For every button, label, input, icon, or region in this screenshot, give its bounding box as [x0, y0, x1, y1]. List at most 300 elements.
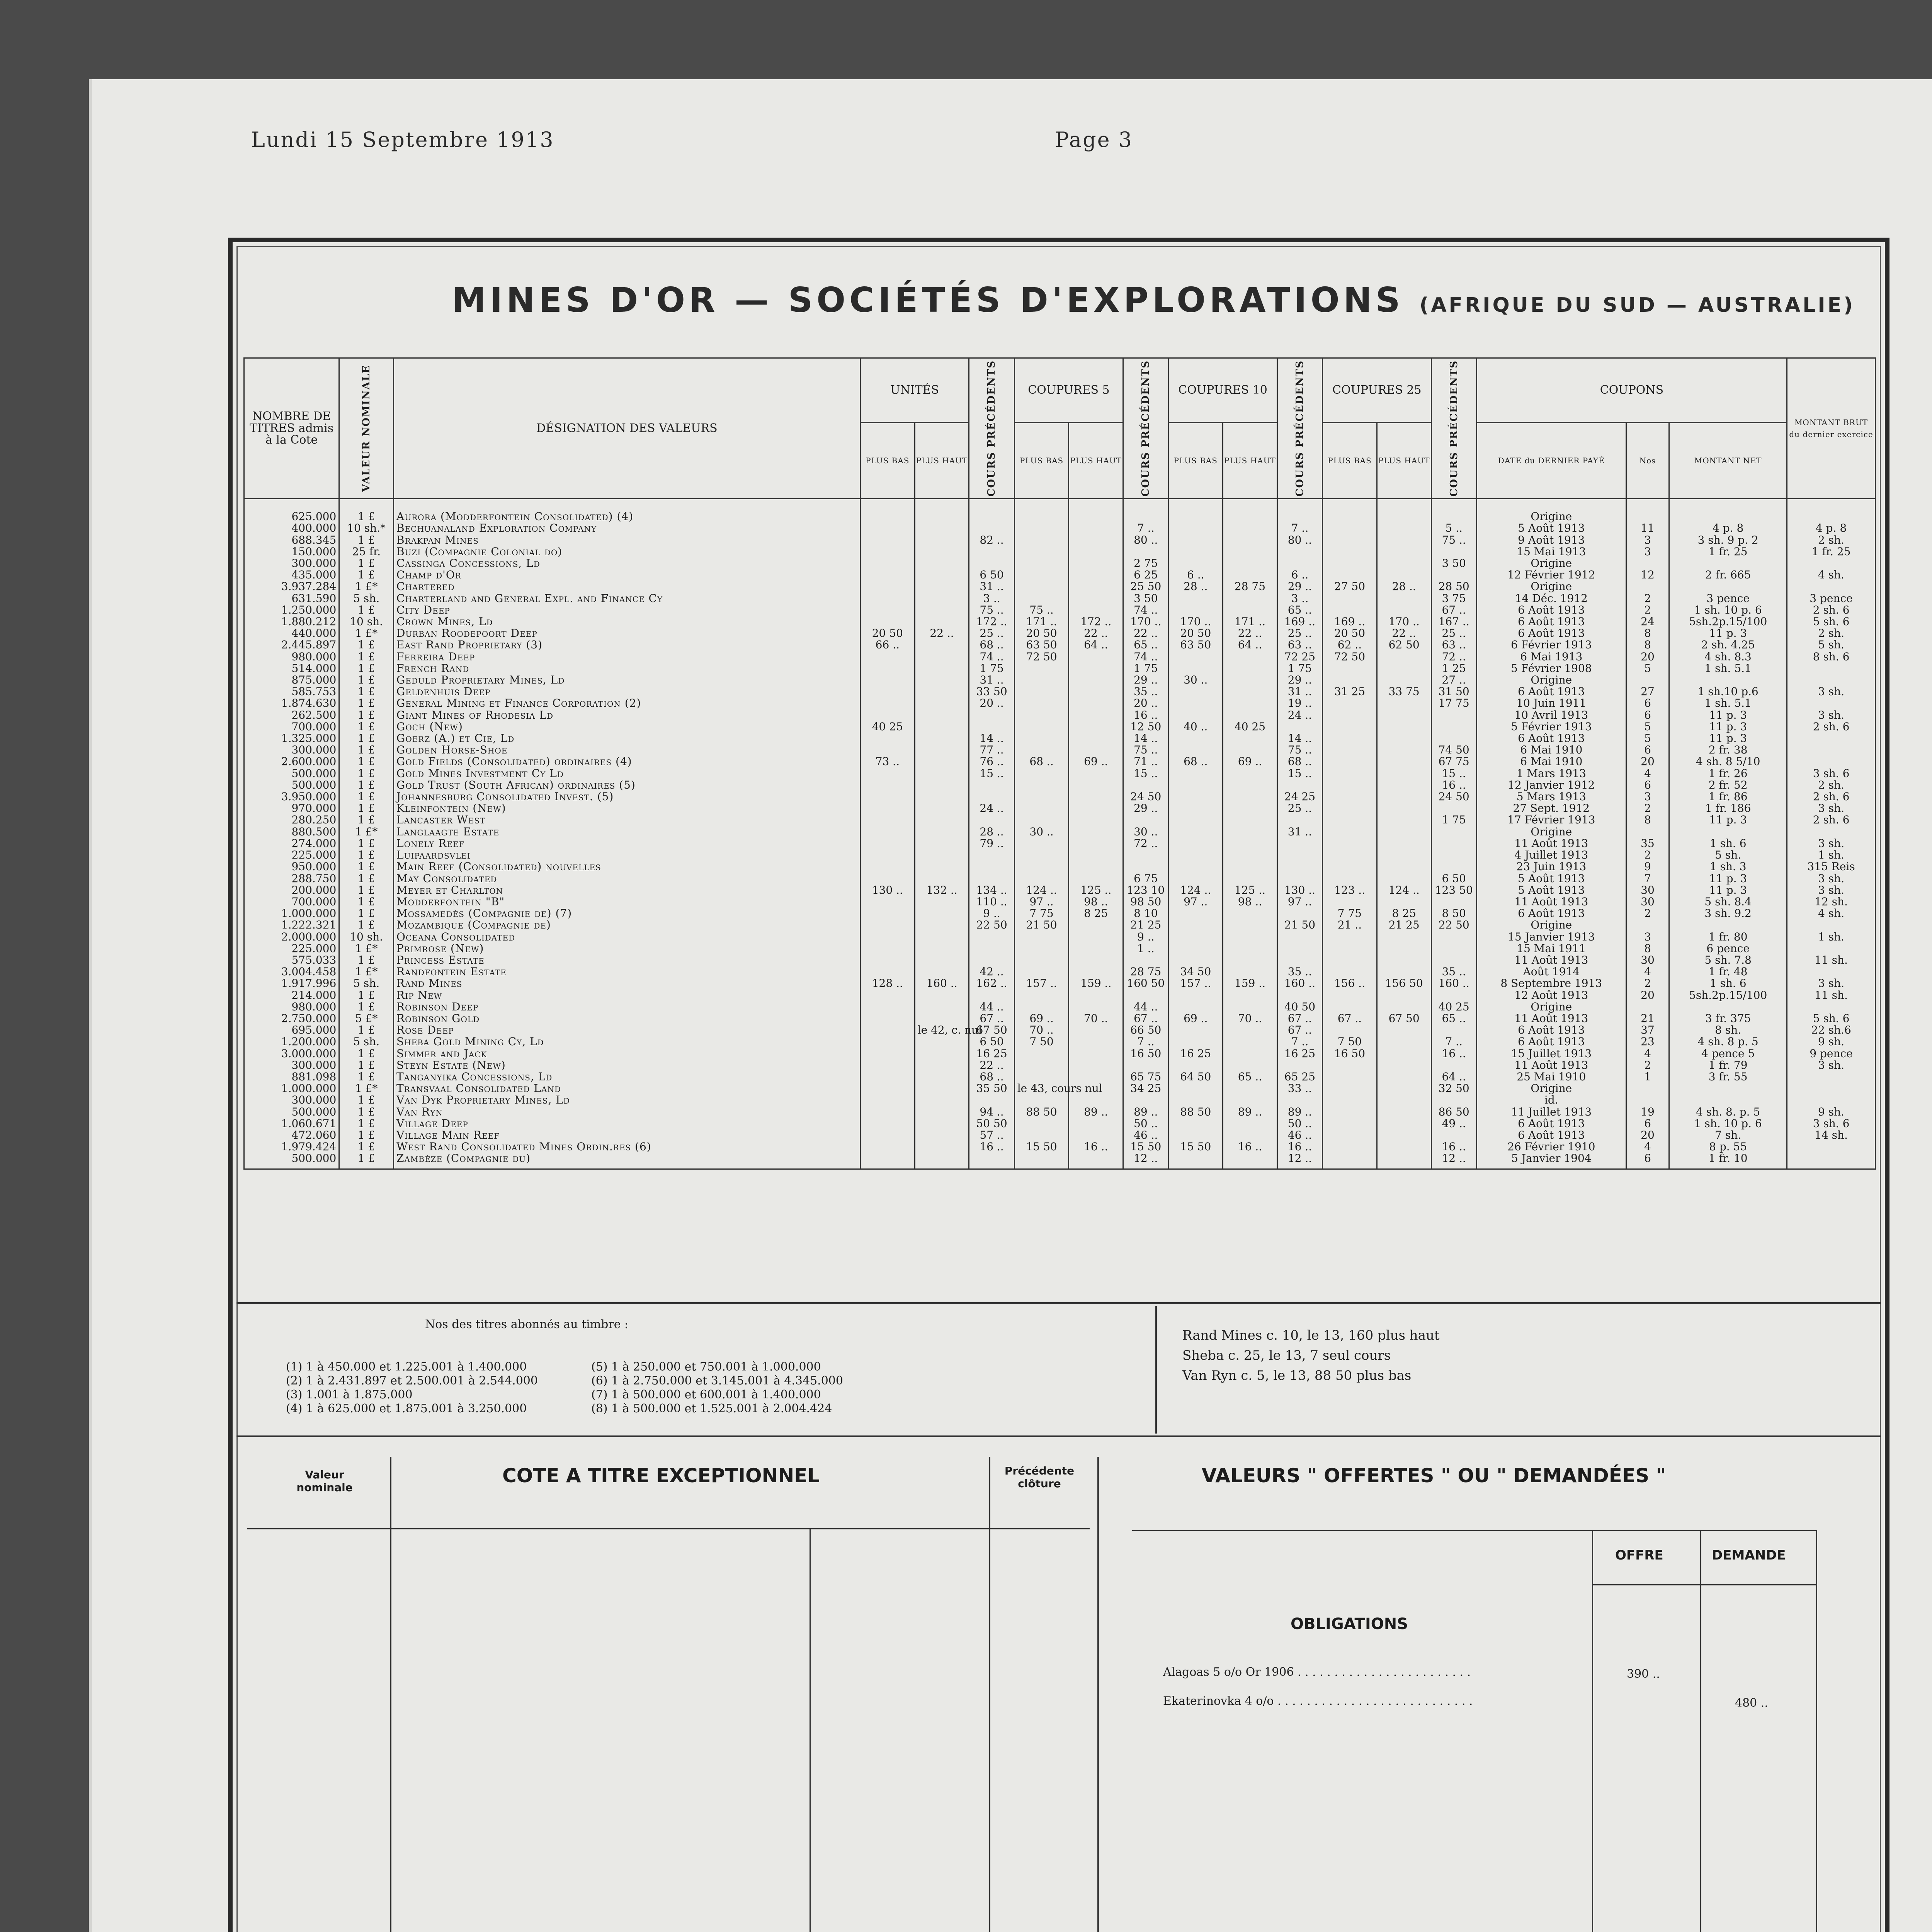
mine-cell-uc	[969, 861, 1014, 872]
mine-cell-n: 500.000	[244, 1106, 339, 1118]
mine-cell-c25c	[1431, 499, 1476, 523]
mine-cell-c25h: 170 ..	[1377, 616, 1431, 628]
mine-cell-date: Origine	[1476, 499, 1626, 523]
mine-cell-uc: 57 ..	[969, 1129, 1014, 1141]
mine-cell-c25b	[1323, 931, 1377, 943]
mine-cell-uh: 22 ..	[915, 628, 969, 639]
mine-cell-no	[1626, 499, 1669, 523]
mine-cell-ub	[860, 522, 915, 534]
mine-cell-name: Johannesburg Consolidated Invest. (5)	[394, 791, 861, 803]
mine-cell-uh	[915, 990, 969, 1001]
mine-cell-uc: 94 ..	[969, 1106, 1014, 1118]
mine-cell-v: 1 £	[339, 1071, 394, 1083]
mine-row	[244, 686, 1876, 697]
mine-cell-uc: 67 ..	[969, 1013, 1014, 1024]
mine-cell-c10c: 46 ..	[1277, 1129, 1322, 1141]
mine-row	[244, 593, 1876, 604]
mine-cell-n: 980.000	[244, 651, 339, 663]
mine-cell-brut	[1787, 499, 1876, 523]
mine-cell-c10b	[1168, 1153, 1223, 1169]
mine-cell-no: 2	[1626, 1060, 1669, 1071]
timbre-line: (2) 1 à 2.431.897 et 2.500.001 à 2.544.000	[286, 1374, 538, 1388]
mine-cell-name: French Rand	[394, 663, 861, 674]
mine-cell-c10b: 63 50	[1168, 639, 1223, 651]
mine-cell-net: 2 fr. 52	[1669, 779, 1787, 791]
mine-cell-n: 2.000.000	[244, 931, 339, 943]
mine-cell-uc	[969, 954, 1014, 966]
mine-cell-c10c	[1277, 721, 1322, 733]
mine-cell-c5b	[1014, 1048, 1069, 1060]
mine-cell-c5h	[1069, 546, 1123, 558]
mine-cell-net: 3 fr. 375	[1669, 1013, 1787, 1024]
mine-cell-c5h	[1069, 1048, 1123, 1060]
mine-cell-c10h	[1223, 931, 1277, 943]
mine-cell-c5b	[1014, 1060, 1069, 1071]
mine-cell-uh	[915, 1048, 969, 1060]
mine-cell-ub	[860, 1118, 915, 1129]
mine-cell-date: 14 Déc. 1912	[1476, 593, 1626, 604]
mine-cell-c25c: 24 50	[1431, 791, 1476, 803]
mine-cell-c10h	[1223, 546, 1277, 558]
mine-cell-c25h	[1377, 954, 1431, 966]
mine-cell-net: 1 sh. 6	[1669, 978, 1787, 989]
mine-cell-v: 1 £	[339, 908, 394, 919]
mine-cell-no: 5	[1626, 721, 1669, 733]
offertes-title: VALEURS " OFFERTES " OU " DEMANDÉES "	[1202, 1464, 1666, 1487]
mine-cell-c10c: 67 ..	[1277, 1013, 1322, 1024]
mine-cell-ub	[860, 954, 915, 966]
mine-cell-date: 6 Mai 1913	[1476, 651, 1626, 663]
mine-cell-net	[1669, 1001, 1787, 1013]
mine-cell-v: 1 £	[339, 674, 394, 686]
mine-cell-brut	[1787, 744, 1876, 756]
mine-cell-ub	[860, 826, 915, 838]
mine-cell-v: 1 £	[339, 1129, 394, 1141]
mine-cell-brut: 4 sh.	[1787, 569, 1876, 581]
mine-row	[244, 697, 1876, 709]
mine-cell-c5b	[1014, 522, 1069, 534]
mine-cell-no: 2	[1626, 978, 1669, 989]
mine-cell-c25h	[1377, 873, 1431, 884]
mine-cell-net: 1 fr. 48	[1669, 966, 1787, 978]
mine-cell-c10h	[1223, 908, 1277, 919]
col-unites-cours-label: COURS PRÉCÉDENTS	[986, 360, 998, 497]
mine-row	[244, 990, 1876, 1001]
mine-cell-c25b	[1323, 604, 1377, 616]
mine-row	[244, 978, 1876, 989]
mine-cell-c25c: 72 ..	[1431, 651, 1476, 663]
mine-cell-name: Lancaster West	[394, 814, 861, 826]
mine-row	[244, 1141, 1876, 1153]
mine-cell-no: 8	[1626, 943, 1669, 954]
mine-cell-ub	[860, 1106, 915, 1118]
mine-cell-c10h: 89 ..	[1223, 1106, 1277, 1118]
mine-cell-name: Mozambique (Compagnie de)	[394, 919, 861, 931]
mine-cell-c10h	[1223, 814, 1277, 826]
mine-cell-n: 300.000	[244, 1094, 339, 1106]
mine-cell-c10h: 98 ..	[1223, 896, 1277, 908]
col-c25-haut	[1377, 422, 1431, 498]
mine-cell-net: 1 fr. 86	[1669, 791, 1787, 803]
mine-cell-date: 12 Août 1913	[1476, 990, 1626, 1001]
mine-cell-name: Modderfontein "B"	[394, 896, 861, 908]
mine-cell-name: Rip New	[394, 990, 861, 1001]
mine-cell-uh	[915, 826, 969, 838]
mine-cell-c25b: 27 50	[1323, 581, 1377, 592]
mine-cell-date: 15 Janvier 1913	[1476, 931, 1626, 943]
mine-cell-c5b	[1014, 838, 1069, 849]
mine-cell-c10b	[1168, 1083, 1223, 1094]
mine-cell-net	[1669, 1094, 1787, 1106]
mine-cell-c10h	[1223, 1083, 1277, 1094]
mine-cell-n: 881.098	[244, 1071, 339, 1083]
mine-cell-no	[1626, 1001, 1669, 1013]
mine-cell-no	[1626, 581, 1669, 592]
mine-cell-uc: 110 ..	[969, 896, 1014, 908]
mine-cell-c5h	[1069, 593, 1123, 604]
mine-cell-c5h	[1069, 791, 1123, 803]
mine-cell-net: 3 sh. 9.2	[1669, 908, 1787, 919]
mine-cell-uc: 42 ..	[969, 966, 1014, 978]
mine-cell-c5b: 157 ..	[1014, 978, 1069, 989]
mine-cell-brut: 3 sh.	[1787, 1060, 1876, 1071]
col-c10-cours	[1277, 358, 1322, 499]
mine-cell-no: 4	[1626, 966, 1669, 978]
mine-cell-date: Origine	[1476, 1001, 1626, 1013]
mine-cell-v: 5 sh.	[339, 978, 394, 989]
mine-cell-uc: 1 75	[969, 663, 1014, 674]
mine-cell-date: 5 Août 1913	[1476, 522, 1626, 534]
mine-cell-c25b	[1323, 849, 1377, 861]
mine-cell-name: City Deep	[394, 604, 861, 616]
mine-cell-date: 6 Août 1913	[1476, 1118, 1626, 1129]
mine-cell-c25h	[1377, 838, 1431, 849]
mine-cell-uh	[915, 896, 969, 908]
mine-cell-c5h	[1069, 499, 1123, 523]
mine-cell-brut: 3 sh. 6	[1787, 768, 1876, 779]
mine-cell-brut: 1 sh.	[1787, 931, 1876, 943]
mine-cell-c25b	[1323, 1141, 1377, 1153]
mine-cell-c10h	[1223, 861, 1277, 872]
mine-cell-name: Meyer et Charlton	[394, 884, 861, 896]
mine-cell-ub	[860, 733, 915, 744]
mine-cell-c5c: 74 ..	[1123, 604, 1168, 616]
col-c10-cours-label: COURS PRÉCÉDENTS	[1294, 360, 1306, 497]
mine-cell-c25c: 63 ..	[1431, 639, 1476, 651]
mine-cell-uh: 160 ..	[915, 978, 969, 989]
mine-cell-name: Randfontein Estate	[394, 966, 861, 978]
mine-cell-c10b	[1168, 1024, 1223, 1036]
timbre-right	[591, 1360, 843, 1416]
mine-cell-v: 1 £	[339, 1001, 394, 1013]
mine-cell-c25c	[1431, 943, 1476, 954]
mine-cell-c5h	[1069, 697, 1123, 709]
mine-cell-c5c	[1123, 779, 1168, 791]
mine-cell-uc: 31 ..	[969, 674, 1014, 686]
mine-cell-uh	[915, 1001, 969, 1013]
mine-cell-uh	[915, 966, 969, 978]
mine-cell-name: Transvaal Consolidated Land	[394, 1083, 861, 1094]
mine-cell-net: 11 p. 3	[1669, 733, 1787, 744]
mine-cell-c10b: 64 50	[1168, 1071, 1223, 1083]
mine-cell-c10h	[1223, 744, 1277, 756]
mine-cell-uh	[915, 697, 969, 709]
mine-cell-c25h	[1377, 814, 1431, 826]
offre-header: OFFRE	[1615, 1548, 1663, 1563]
mine-cell-brut: 1 fr. 25	[1787, 546, 1876, 558]
mine-cell-date: 9 Août 1913	[1476, 534, 1626, 546]
mine-cell-c25c: 15 ..	[1431, 768, 1476, 779]
mine-cell-ub	[860, 616, 915, 628]
mine-cell-c5h	[1069, 674, 1123, 686]
mine-cell-c10c: 67 ..	[1277, 1024, 1322, 1036]
mine-cell-c25h: 21 25	[1377, 919, 1431, 931]
mine-cell-uh: le 42, c. nul	[915, 1024, 969, 1036]
mine-cell-c25b	[1323, 1106, 1377, 1118]
mine-cell-c25b	[1323, 522, 1377, 534]
mine-cell-c5b	[1014, 499, 1069, 523]
mine-cell-c10b: 6 ..	[1168, 569, 1223, 581]
mine-cell-date: 6 Août 1913	[1476, 908, 1626, 919]
mine-row	[244, 1071, 1876, 1083]
mine-cell-c5h: 8 25	[1069, 908, 1123, 919]
col-c5-cours	[1123, 358, 1168, 499]
mine-cell-c25b	[1323, 943, 1377, 954]
mine-cell-c25h: 22 ..	[1377, 628, 1431, 639]
mine-cell-c5c: 74 ..	[1123, 651, 1168, 663]
mine-cell-c10c: 14 ..	[1277, 733, 1322, 744]
mine-cell-c5h	[1069, 733, 1123, 744]
mine-cell-c5b: 171 ..	[1014, 616, 1069, 628]
col-c25-bas	[1323, 422, 1377, 498]
mine-cell-ub	[860, 931, 915, 943]
mine-cell-c25b	[1323, 558, 1377, 569]
mine-row	[244, 838, 1876, 849]
mine-cell-name: Lonely Reef	[394, 838, 861, 849]
timbre-line: (5) 1 à 250.000 et 750.001 à 1.000.000	[591, 1360, 821, 1374]
mine-cell-uh	[915, 558, 969, 569]
mine-cell-name: Luipaardsvlei	[394, 849, 861, 861]
mine-cell-date: 10 Juin 1911	[1476, 697, 1626, 709]
mine-cell-c5c: 8 10	[1123, 908, 1168, 919]
mine-cell-c25c: 5 ..	[1431, 522, 1476, 534]
mine-row	[244, 534, 1876, 546]
mine-cell-n: 214.000	[244, 990, 339, 1001]
mine-cell-net: 11 p. 3	[1669, 884, 1787, 896]
mine-cell-v: 1 £	[339, 779, 394, 791]
mine-cell-c5b	[1014, 674, 1069, 686]
mine-cell-no: 7	[1626, 873, 1669, 884]
mine-cell-c25b	[1323, 803, 1377, 814]
mine-cell-c25h	[1377, 1001, 1431, 1013]
offertes-col-offre	[1592, 1530, 1593, 1932]
mine-cell-c25h: 28 ..	[1377, 581, 1431, 592]
mine-cell-uh	[915, 604, 969, 616]
mine-cell-n: 472.060	[244, 1129, 339, 1141]
col-coupons: COUPONS	[1476, 358, 1787, 423]
mine-cell-c25c: 35 ..	[1431, 966, 1476, 978]
mine-cell-c10c: 25 ..	[1277, 628, 1322, 639]
mine-cell-net	[1669, 919, 1787, 931]
mine-cell-ub	[860, 1001, 915, 1013]
mine-cell-c10b	[1168, 499, 1223, 523]
mine-cell-name: Geldenhuis Deep	[394, 686, 861, 697]
col-coupures25: COUPURES 25	[1323, 358, 1431, 423]
mine-cell-c5c: 80 ..	[1123, 534, 1168, 546]
mine-cell-no: 6	[1626, 1118, 1669, 1129]
mine-cell-c25c: 27 ..	[1431, 674, 1476, 686]
mine-cell-uh	[915, 1083, 969, 1094]
mine-cell-c25b	[1323, 1083, 1377, 1094]
mine-cell-brut: 3 sh.	[1787, 803, 1876, 814]
mine-cell-c25c: 31 50	[1431, 686, 1476, 697]
mine-cell-c5h	[1069, 1071, 1123, 1083]
mine-cell-net: 2 fr. 665	[1669, 569, 1787, 581]
mine-cell-ub	[860, 943, 915, 954]
mine-cell-uh	[915, 1153, 969, 1169]
mine-cell-c10h	[1223, 604, 1277, 616]
mine-cell-uh	[915, 686, 969, 697]
mine-cell-c25c: 12 ..	[1431, 1153, 1476, 1169]
mine-cell-name: Robinson Gold	[394, 1013, 861, 1024]
mine-cell-date: 5 Janvier 1904	[1476, 1153, 1626, 1169]
exc-col3	[989, 1457, 990, 1932]
mine-cell-uc: 50 50	[969, 1118, 1014, 1129]
mine-cell-c5h	[1069, 814, 1123, 826]
mine-cell-name: Golden Horse-Shoe	[394, 744, 861, 756]
mine-cell-c25h	[1377, 733, 1431, 744]
mine-cell-no: 27	[1626, 686, 1669, 697]
mine-cell-c25c: 25 ..	[1431, 628, 1476, 639]
mine-cell-c25b	[1323, 1118, 1377, 1129]
mine-cell-c25h	[1377, 826, 1431, 838]
mine-cell-uc: 79 ..	[969, 838, 1014, 849]
mine-cell-v: 1 £	[339, 803, 394, 814]
mine-cell-net: 5sh.2p.15/100	[1669, 990, 1787, 1001]
mines-table-body	[244, 499, 1876, 1169]
mine-cell-c25c: 6 50	[1431, 873, 1476, 884]
mine-row	[244, 919, 1876, 931]
mine-cell-c5h	[1069, 919, 1123, 931]
mine-cell-uh	[915, 1036, 969, 1048]
mine-cell-uh	[915, 779, 969, 791]
mine-cell-c25c: 75 ..	[1431, 534, 1476, 546]
mine-cell-brut: 3 sh.	[1787, 978, 1876, 989]
mine-cell-uc	[969, 1094, 1014, 1106]
mine-cell-c10h	[1223, 697, 1277, 709]
mine-cell-uc: 16 25	[969, 1048, 1014, 1060]
exc-valeur-nominale: Valeur nominale	[296, 1468, 353, 1494]
mine-cell-c10b: 15 50	[1168, 1141, 1223, 1153]
mine-cell-c10c	[1277, 558, 1322, 569]
mine-cell-c25c: 167 ..	[1431, 616, 1476, 628]
mine-cell-uc: 6 50	[969, 569, 1014, 581]
mine-cell-ub	[860, 558, 915, 569]
mine-cell-date: 11 Août 1913	[1476, 954, 1626, 966]
mine-cell-c5h	[1069, 721, 1123, 733]
mine-cell-brut	[1787, 1001, 1876, 1013]
mine-cell-date: 4 Juillet 1913	[1476, 849, 1626, 861]
mine-cell-v: 1 £	[339, 791, 394, 803]
mine-cell-c5b	[1014, 534, 1069, 546]
mine-cell-n: 950.000	[244, 861, 339, 872]
mine-cell-brut: 3 sh.	[1787, 884, 1876, 896]
mine-cell-v: 5 sh.	[339, 593, 394, 604]
mine-cell-name: Goch (New)	[394, 721, 861, 733]
mine-cell-n: 1.200.000	[244, 1036, 339, 1048]
mine-cell-uc	[969, 721, 1014, 733]
mine-cell-c5b: 7 75	[1014, 908, 1069, 919]
mine-cell-no: 6	[1626, 744, 1669, 756]
mine-cell-uh	[915, 639, 969, 651]
mine-cell-c25h	[1377, 1036, 1431, 1048]
col-c10-bas-label: PLUS BAS	[1173, 456, 1218, 465]
mine-cell-name: Rose Deep	[394, 1024, 861, 1036]
mine-cell-name: Primrose (New)	[394, 943, 861, 954]
mine-cell-c10b	[1168, 534, 1223, 546]
mine-cell-date: 15 Mai 1913	[1476, 546, 1626, 558]
mine-cell-c5h	[1069, 803, 1123, 814]
mine-cell-c5h	[1069, 954, 1123, 966]
remark-line: Rand Mines c. 10, le 13, 160 plus haut	[1182, 1328, 1440, 1343]
mine-cell-c5b	[1014, 697, 1069, 709]
mine-cell-ub	[860, 697, 915, 709]
mine-cell-c25b: 20 50	[1323, 628, 1377, 639]
mine-cell-ub	[860, 534, 915, 546]
mine-cell-n: 300.000	[244, 558, 339, 569]
mine-cell-c10h: 40 25	[1223, 721, 1277, 733]
mine-cell-name: Goerz (A.) et Cie, Ld	[394, 733, 861, 744]
mine-cell-c25c	[1431, 721, 1476, 733]
mine-cell-c10c: 16 25	[1277, 1048, 1322, 1060]
mine-cell-net: 1 fr. 26	[1669, 768, 1787, 779]
mine-cell-c5h	[1069, 768, 1123, 779]
mine-cell-c10c: 160 ..	[1277, 978, 1322, 989]
mine-cell-net: 1 fr. 80	[1669, 931, 1787, 943]
mine-cell-net: 11 p. 3	[1669, 628, 1787, 639]
mine-cell-uh	[915, 733, 969, 744]
exc-title: COTE A TITRE EXCEPTIONNEL	[502, 1464, 820, 1487]
mine-cell-c10b: 30 ..	[1168, 674, 1223, 686]
mine-cell-uc: 3 ..	[969, 593, 1014, 604]
mine-cell-v: 1 £	[339, 733, 394, 744]
mine-cell-c25b	[1323, 1060, 1377, 1071]
mine-cell-no: 8	[1626, 628, 1669, 639]
mine-row	[244, 581, 1876, 592]
mine-row	[244, 908, 1876, 919]
mine-cell-brut: 315 Reis	[1787, 861, 1876, 872]
mine-row	[244, 931, 1876, 943]
mine-cell-date: id.	[1476, 1094, 1626, 1106]
mine-cell-c5c: 14 ..	[1123, 733, 1168, 744]
mine-cell-c5h	[1069, 1036, 1123, 1048]
mine-cell-ub	[860, 1153, 915, 1169]
mine-cell-brut: 22 sh.6	[1787, 1024, 1876, 1036]
mine-cell-c5b	[1014, 768, 1069, 779]
mine-cell-c10c: 25 ..	[1277, 803, 1322, 814]
mine-cell-c10b	[1168, 1118, 1223, 1129]
mine-cell-c10h	[1223, 768, 1277, 779]
mine-row	[244, 1083, 1876, 1094]
mine-row	[244, 873, 1876, 884]
mine-cell-v: 1 £	[339, 861, 394, 872]
mine-row	[244, 768, 1876, 779]
mine-cell-uh	[915, 1141, 969, 1153]
mine-cell-c10b	[1168, 709, 1223, 721]
mine-cell-c10b	[1168, 861, 1223, 872]
mine-cell-n: 875.000	[244, 674, 339, 686]
mine-cell-v: 1 £	[339, 1141, 394, 1153]
